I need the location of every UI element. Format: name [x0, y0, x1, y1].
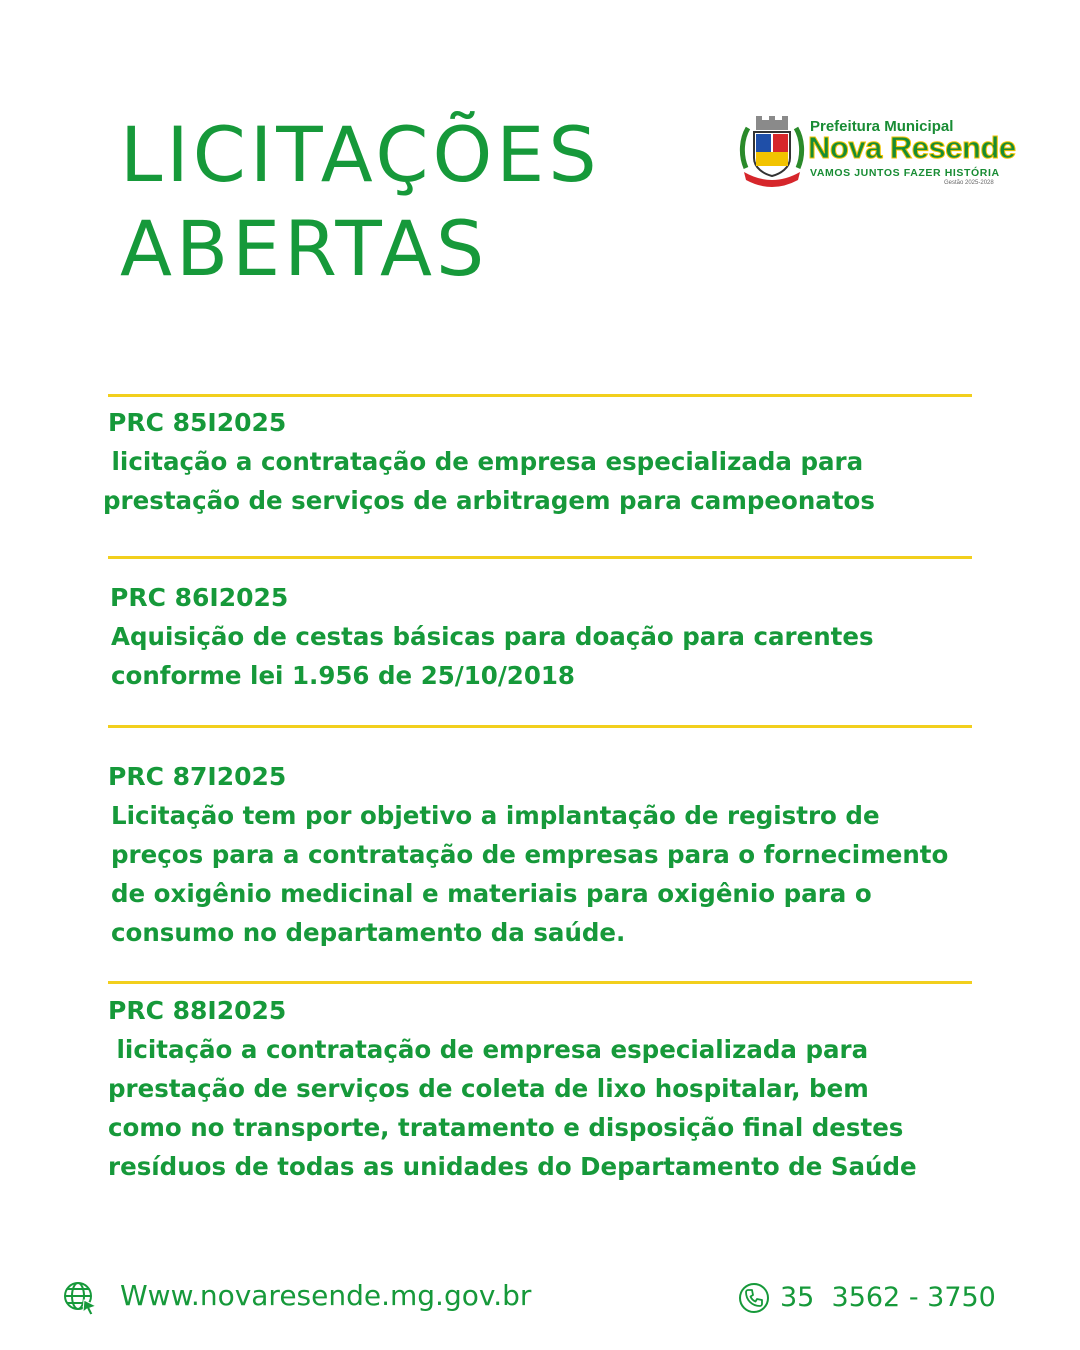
- title-line-2: ABERTAS: [120, 204, 489, 293]
- item-description: Aquisição de cestas básicas para doação para carentes conforme lei 1.956 de 25/10/2018: [111, 622, 874, 690]
- logo-line-4: Gestão 2025-2028: [944, 180, 994, 186]
- item-description: licitação a contratação de empresa especializada para prestação de serviços de arbitragem para campeonatos: [103, 447, 875, 515]
- title-line-1: LICITAÇÕES: [120, 110, 601, 199]
- divider-4: [108, 981, 972, 984]
- logo-line-2: Nova Resende: [808, 130, 1016, 165]
- phone-icon: [738, 1282, 770, 1314]
- website-link[interactable]: Www.novaresende.mg.gov.br: [120, 1279, 532, 1312]
- item-description: licitação a contratação de empresa especializada para prestação de serviços de coleta de lixo hospitalar, bem como no transporte, tratamento e disposição final destes resíduos de todas as unidades do Departamento de Saúde: [108, 1035, 917, 1181]
- item-code: PRC 87I2025: [108, 762, 287, 791]
- divider-2: [108, 556, 972, 559]
- phone-number: 35 3562 - 3750: [780, 1282, 996, 1313]
- divider-3: [108, 725, 972, 728]
- licitacao-item-4: [108, 992, 988, 1186]
- item-code: PRC 88I2025: [108, 996, 287, 1025]
- divider-1: [108, 394, 972, 397]
- globe-cursor-icon: [62, 1280, 98, 1316]
- licitacao-item-2: [108, 579, 988, 695]
- item-code: PRC 86I2025: [110, 583, 289, 612]
- logo-line-1: Prefeitura Municipal: [810, 118, 954, 135]
- prefeitura-logo: [738, 114, 1016, 194]
- item-code: PRC 85I2025: [108, 408, 287, 437]
- licitacao-item-3: [108, 758, 988, 952]
- logo-line-3: VAMOS JUNTOS FAZER HISTÓRIA: [810, 167, 1000, 179]
- licitacao-item-1: [103, 404, 988, 520]
- coat-of-arms-icon: [738, 116, 806, 192]
- item-description: Licitação tem por objetivo a implantação de registro de preços para a contratação de empresas para o fornecimento de oxigênio medicinal e materiais para oxigênio para o consumo no departamento da saúde.: [111, 801, 949, 947]
- page-title: [120, 108, 601, 296]
